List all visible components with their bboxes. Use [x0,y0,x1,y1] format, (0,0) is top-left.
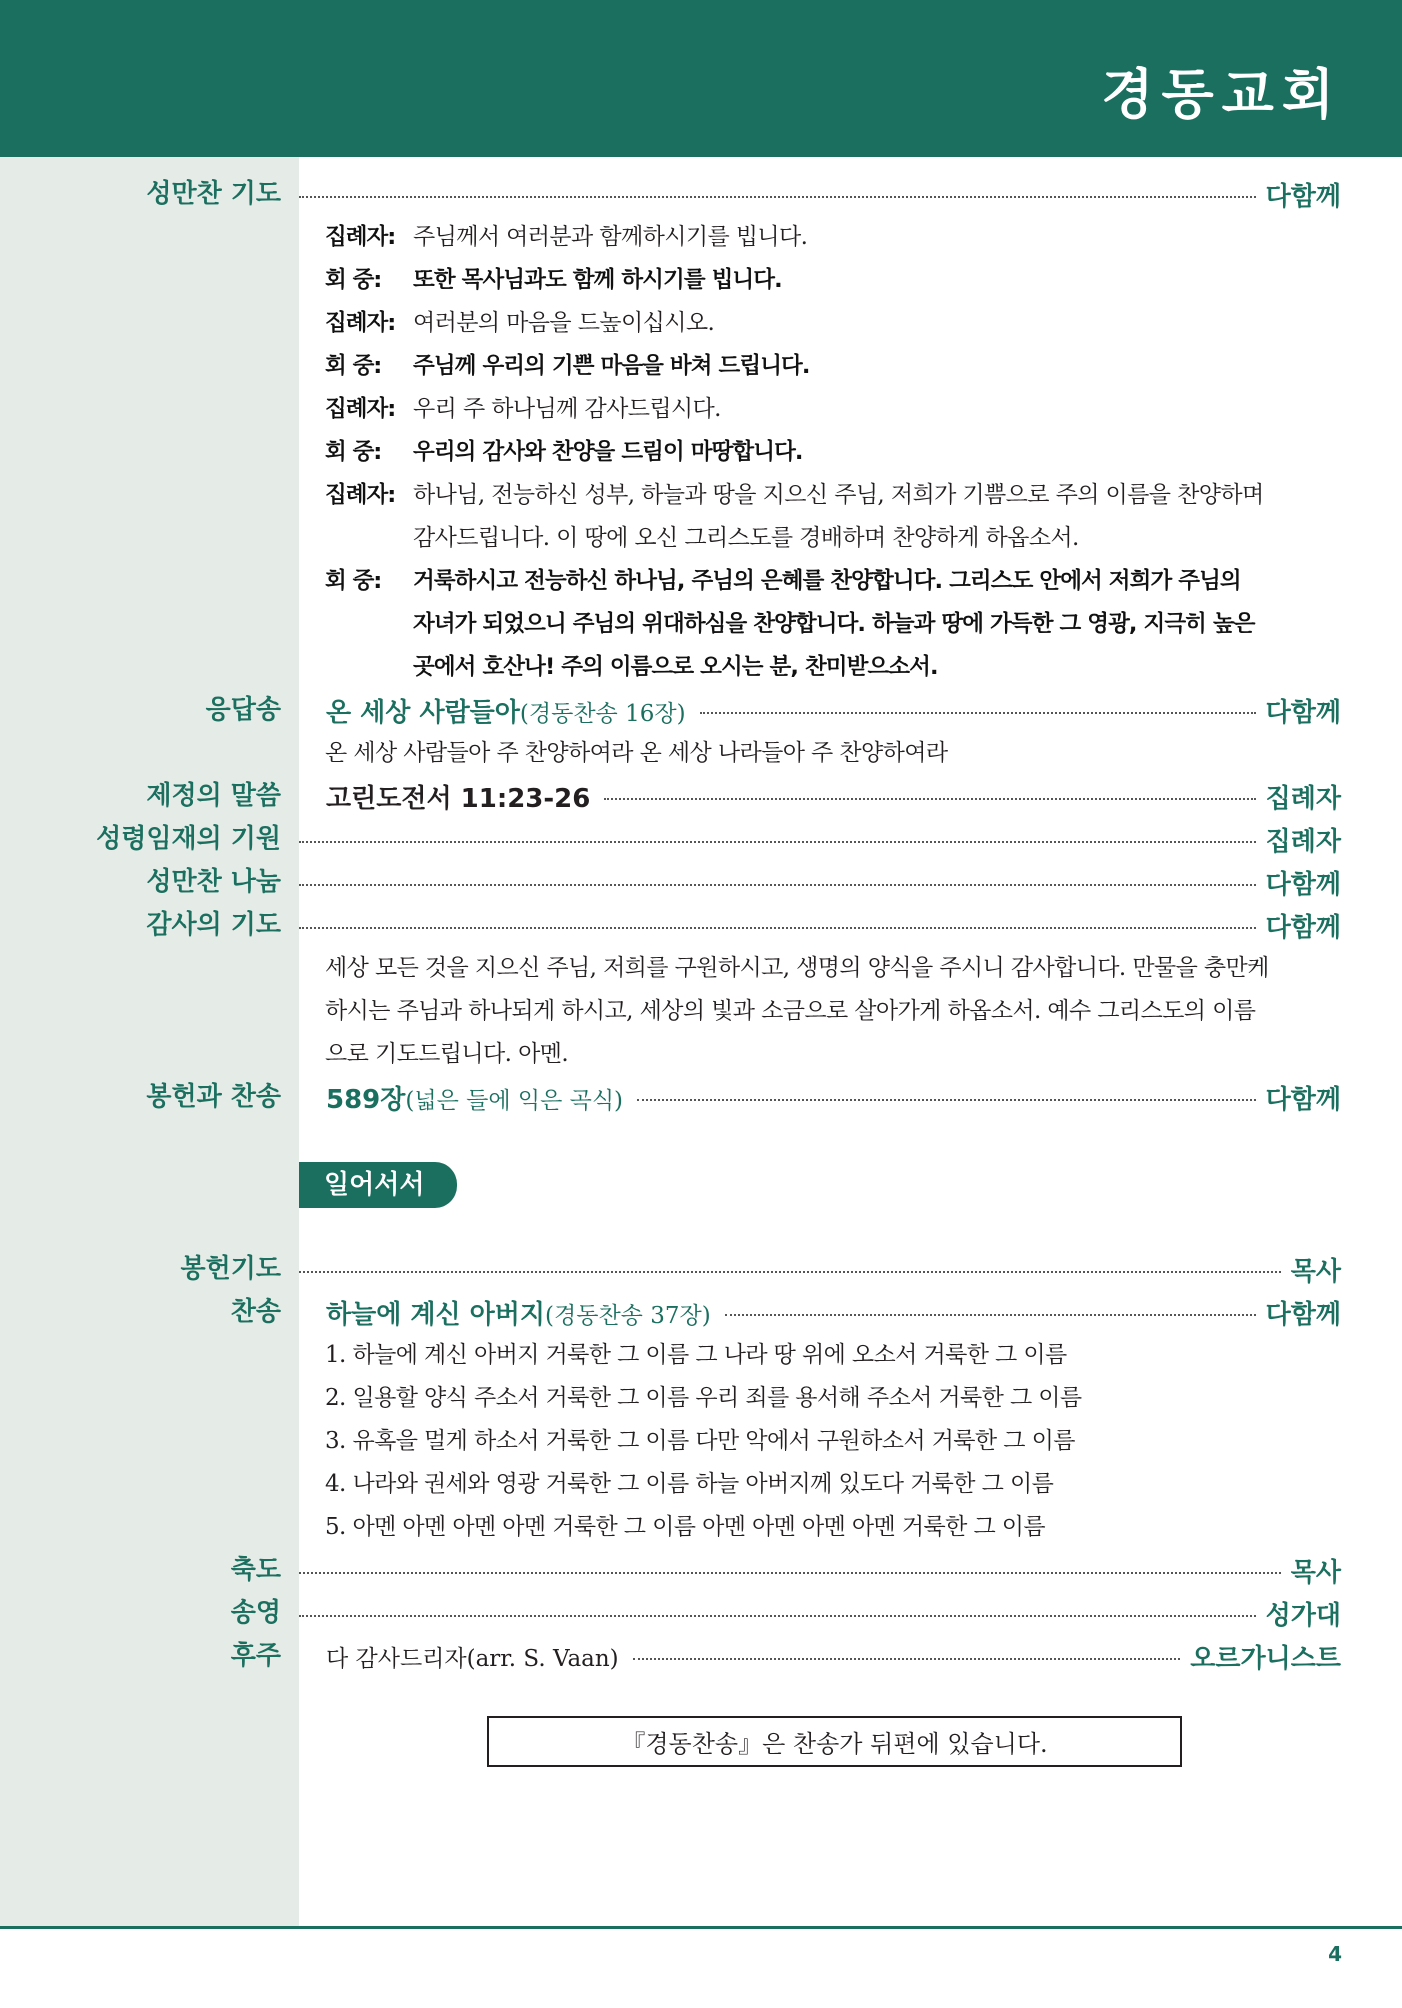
speaker: 회 중: [325,267,382,293]
liturgy-line [325,346,810,386]
row-institution [299,778,1341,814]
leader-doxology: 성가대 [1265,1600,1341,1631]
response-lyrics: 온 세상 사람들아 주 찬양하여라 온 세상 나라들아 주 찬양하여라 [325,740,948,766]
offering-hymn [299,1079,623,1116]
liturgy-text: 여러분의 마음을 드높이십시오. [413,310,715,336]
row-postlude [299,1638,1341,1674]
speaker: 회 중: [325,353,382,379]
prayer-line: 으로 기도드립니다. 아멘. [325,1041,569,1067]
section-label-offering-prayer: 봉헌기도 [180,1254,281,1284]
dot-leader [299,196,1256,198]
dot-leader [299,1572,1281,1574]
row-communion-prayer [299,176,1341,212]
leader-postlude: 오르가니스트 [1190,1643,1341,1674]
speaker: 집례자: [325,482,396,508]
hymn-verse: 4. 나라와 권세와 영광 거룩한 그 이름 하늘 아버지께 있도다 거룩한 그 이름 [325,1471,1054,1497]
dot-leader [299,1271,1281,1273]
liturgy-line: 자녀가 되었으니 주님의 위대하심을 찬양합니다. 하늘과 땅에 가득한 그 영광, 지극히 높은 [413,611,1255,637]
section-label-offering: 봉헌과 찬송 [146,1082,281,1112]
section-label-epiclesis: 성령임재의 기원 [96,824,281,854]
row-hymn [299,1294,1341,1330]
section-label-benediction: 축도 [230,1555,281,1585]
leader-epiclesis: 집례자 [1265,826,1341,857]
liturgy-line: 감사드립니다. 이 땅에 오신 그리스도를 경배하며 찬양하게 하옵소서. [413,525,1079,551]
row-benediction [299,1552,1341,1588]
liturgy-line [325,561,1241,601]
hymn-verse: 2. 일용할 양식 주소서 거룩한 그 이름 우리 죄를 용서해 주소서 거룩한 그 이름 [325,1385,1082,1411]
dot-leader [299,884,1256,886]
hymn-title: 하늘에 계신 아버지 [326,1299,546,1330]
section-label-thanksgiving: 감사의 기도 [146,910,281,940]
leader-response-hymn: 다함께 [1265,697,1341,728]
hymn-verse: 1. 하늘에 계신 아버지 거룩한 그 이름 그 나라 땅 위에 오소서 거룩한 그 이름 [325,1342,1067,1368]
row-offering [299,1079,1341,1115]
response-hymn-title [299,692,686,729]
liturgy-text: 거룩하시고 전능하신 하나님, 주님의 은혜를 찬양합니다. 그리스도 안에서 저희가 주님의 [413,568,1241,594]
hymn-heading [299,1294,711,1331]
prayer-line: 세상 모든 것을 지으신 주님, 저희를 구원하시고, 생명의 양식을 주시니 감사합니다. 만물을 충만케 [325,955,1269,981]
section-label-communion-prayer: 성만찬 기도 [146,179,281,209]
hymn-title: (넓은 들에 익은 곡식) [405,1087,624,1114]
section-label-institution: 제정의 말씀 [146,781,281,811]
hymn-title: 온 세상 사람들아 [326,697,520,728]
dot-leader [604,798,1255,800]
hymn-source: (경동찬송 37장) [545,1302,711,1329]
liturgy-line [325,303,714,343]
header-bar [0,0,1402,157]
section-label-postlude: 후주 [230,1641,281,1671]
speaker: 집례자: [325,224,396,250]
section-label-sharing: 성만찬 나눔 [146,867,281,897]
hymn-number: 589장 [326,1084,406,1115]
dot-leader [725,1314,1256,1316]
liturgy-line [325,475,1264,515]
prayer-line: 하시는 주님과 하나되게 하시고, 세상의 빛과 소금으로 살아가게 하옵소서. 예수 그리스도의 이름 [325,998,1256,1024]
leader-institution: 집례자 [1265,783,1341,814]
speaker: 집례자: [325,310,396,336]
liturgy-text: 또한 목사님과도 함께 하시기를 빕니다. [413,267,782,293]
liturgy-line [325,389,721,429]
liturgy-line [325,260,782,300]
dot-leader [299,841,1256,843]
church-name: 경동교회 [1101,63,1342,126]
leader-communion-prayer: 다함께 [1265,181,1341,212]
leader-hymn: 다함께 [1265,1299,1341,1330]
dot-leader [299,927,1256,929]
dot-leader [637,1099,1256,1101]
leader-thanksgiving: 다함께 [1265,912,1341,943]
leader-benediction: 목사 [1290,1557,1341,1588]
scripture-reference: 고린도전서 11:23-26 [326,783,591,814]
leader-offering: 다함께 [1265,1084,1341,1115]
notice-box: 『경동찬송』은 찬송가 뒤편에 있습니다. [487,1716,1182,1767]
leader-offering-prayer: 목사 [1290,1256,1341,1287]
speaker: 회 중: [325,568,382,594]
dot-leader [700,712,1256,714]
liturgy-line [325,432,803,472]
row-response-hymn [299,692,1341,728]
leader-sharing: 다함께 [1265,869,1341,900]
rise-badge: 일어서서 [299,1162,457,1208]
dot-leader [633,1658,1181,1660]
row-epiclesis [299,821,1341,857]
row-doxology [299,1595,1341,1631]
page-number: 4 [1328,1942,1342,1966]
section-label-response-hymn: 응답송 [205,695,281,725]
row-sharing [299,864,1341,900]
liturgy-line [325,217,807,257]
liturgy-text: 하나님, 전능하신 성부, 하늘과 땅을 지으신 주님, 저희가 기쁨으로 주의 이름을 찬양하며 [413,482,1264,508]
liturgy-text: 우리의 감사와 찬양을 드림이 마땅합니다. [413,439,803,465]
dot-leader [299,1615,1256,1617]
postlude-piece: 다 감사드리자(arr. S. Vaan) [326,1645,619,1672]
hymn-verse: 5. 아멘 아멘 아멘 아멘 거룩한 그 이름 아멘 아멘 아멘 아멘 거룩한 그 이름 [325,1514,1046,1540]
row-thanksgiving [299,907,1341,943]
section-label-hymn: 찬송 [230,1297,281,1327]
speaker: 집례자: [325,396,396,422]
row-offering-prayer [299,1251,1341,1287]
bottom-rule [0,1926,1402,1929]
liturgy-line: 곳에서 호산나! 주의 이름으로 오시는 분, 찬미받으소서. [413,654,938,680]
hymn-verse: 3. 유혹을 멀게 하소서 거룩한 그 이름 다만 악에서 구원하소서 거룩한 그 이름 [325,1428,1075,1454]
speaker: 회 중: [325,439,382,465]
hymn-source: (경동찬송 16장) [519,700,686,727]
liturgy-text: 주님께서 여러분과 함께하시기를 빕니다. [413,224,808,250]
liturgy-text: 우리 주 하나님께 감사드립시다. [413,396,721,422]
section-label-doxology: 송영 [230,1598,281,1628]
liturgy-text: 주님께 우리의 기쁜 마음을 바쳐 드립니다. [413,353,810,379]
